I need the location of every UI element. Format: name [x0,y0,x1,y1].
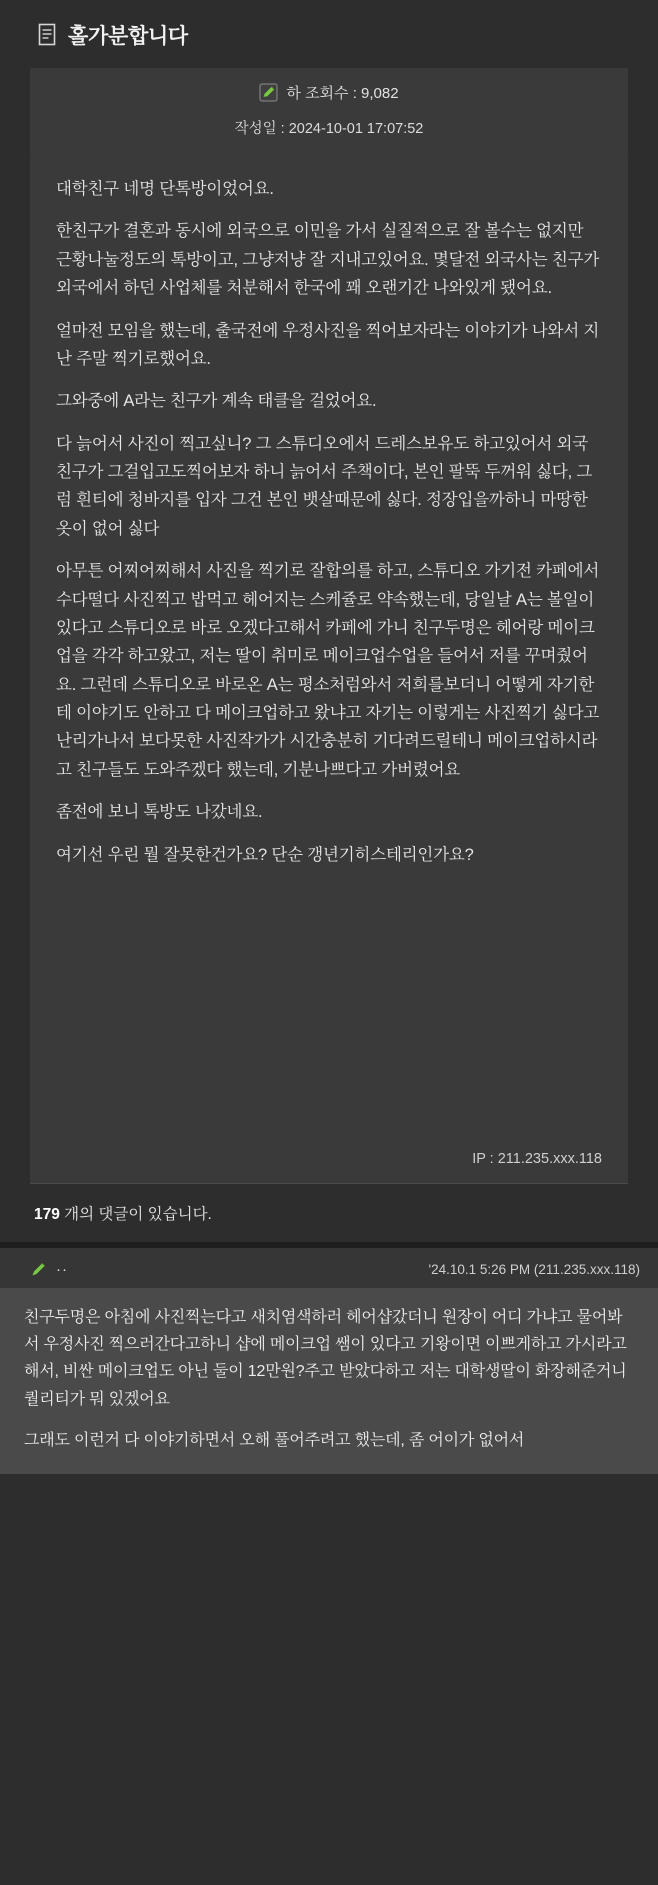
post-author-views: 하 조회수 : 9,082 [286,85,399,102]
page-title: 홀가분합니다 [68,25,188,48]
post-paragraph: 대학친구 네명 단톡방이었어요. [56,180,274,198]
comment-paragraph: 친구두명은 아침에 사진찍는다고 새치염색하러 헤어샵갔더니 원장이 어디 가냐고 물어봐서 우정사진 찍으러간다고하니 샵에 메이크업 쌤이 있다고 기왕이면 이쁘게하고 가시라고 해서, 비싼 메이크업도 아닌 둘이 12만원?주고 받았다하고 저는 대학생딸이 화장해준거니 퀄리티가 뭐 있겠어요 [24,1309,627,1408]
comment-date: '24.10.1 5:26 PM (211.235.xxx.118) [428,1261,640,1277]
post-paragraph: 여기선 우린 뭘 잘못한건가요? 단순 갱년기히스테리인가요? [56,845,474,864]
pencil-icon [30,1260,48,1278]
post-paragraph: 좀전에 보니 톡방도 나갔네요. [56,803,263,822]
comment-count [30,1183,628,1242]
pencil-icon [259,83,278,102]
comment-item [0,1248,658,1474]
post-body [30,153,628,1183]
document-icon [38,23,58,47]
comment-count-label: 개의 댓글이 있습니다. [59,1206,212,1223]
comment-paragraph: 그래도 이런거 다 이야기하면서 오해 풀어주려고 했는데, 좀 어이가 없어서 [24,1431,525,1449]
post-paragraph: 그와중에 A라는 친구가 계속 태클을 걸었어요. [56,392,377,411]
post-paragraph: 다 늙어서 사진이 찍고싶니? 그 스튜디오에서 드레스보유도 하고있어서 외국친구가 그걸입고도찍어보자 하니 늙어서 주책이다, 본인 팔뚝 두꺼워 싫다, 그럼 흰티에 청바지를 입자 그건 본인 뱃살때문에 싫다. 정장입을까하니 마땅한옷이 없어 싫다 [56,434,593,538]
post-paragraph: 아무튼 어찌어찌해서 사진을 찍기로 잘합의를 하고, 스튜디오 가기전 카페에서 수다떨다 사진찍고 밥먹고 헤어지는 스케쥴로 약속했는데, 당일날 A는 볼일이있다고 스튜디오로 바로 오겠다고해서 카페에 가니 친구두명은 헤어랑 메이크업을 각각 하고왔고, 저는 딸이 취미로 메이크업수업을 들어서 저를 꾸며줬어요. 그런데 스튜디오로 바로온 A는 평소처럼와서 저희를보더니 어떻게 자기한테 이야기도 안하고 다 메이크업하고 왔냐고 자기는 이렇게는 사진찍기 싫다고 난리가나서 보다못한 사진작가가 시간충분히 기다려드릴테니 메이크업하시라고 친구들도 도와주겠다 했는데, 기분나쁘다고 가버렸어요 [56,562,600,779]
post-ip: IP : 211.235.xxx.118 [472,1151,602,1167]
comment-count-number: 179 [34,1206,60,1223]
post-header [0,0,658,68]
post-date: 작성일 : 2024-10-01 17:07:52 [234,121,424,137]
comment-header [0,1248,658,1288]
comment-author: ·· [56,1260,68,1278]
post-paragraph: 얼마전 모임을 했는데, 출국전에 우정사진을 찍어보자라는 이야기가 나와서 지난 주말 찍기로했어요. [56,321,600,368]
comment-body [0,1288,658,1474]
post-date-row [30,117,628,138]
post-paragraph: 한친구가 결혼과 동시에 외국으로 이민을 가서 실질적으로 잘 볼수는 없지만 근황나눌정도의 톡방이고, 그냥저냥 잘 지내고있어요. 몇달전 외국사는 친구가 외국에서 하던 사업체를 처분해서 한국에 꽤 오랜기간 나와있게 됐어요. [56,222,600,298]
post-meta-box [30,68,628,153]
post-author-row [30,82,628,103]
